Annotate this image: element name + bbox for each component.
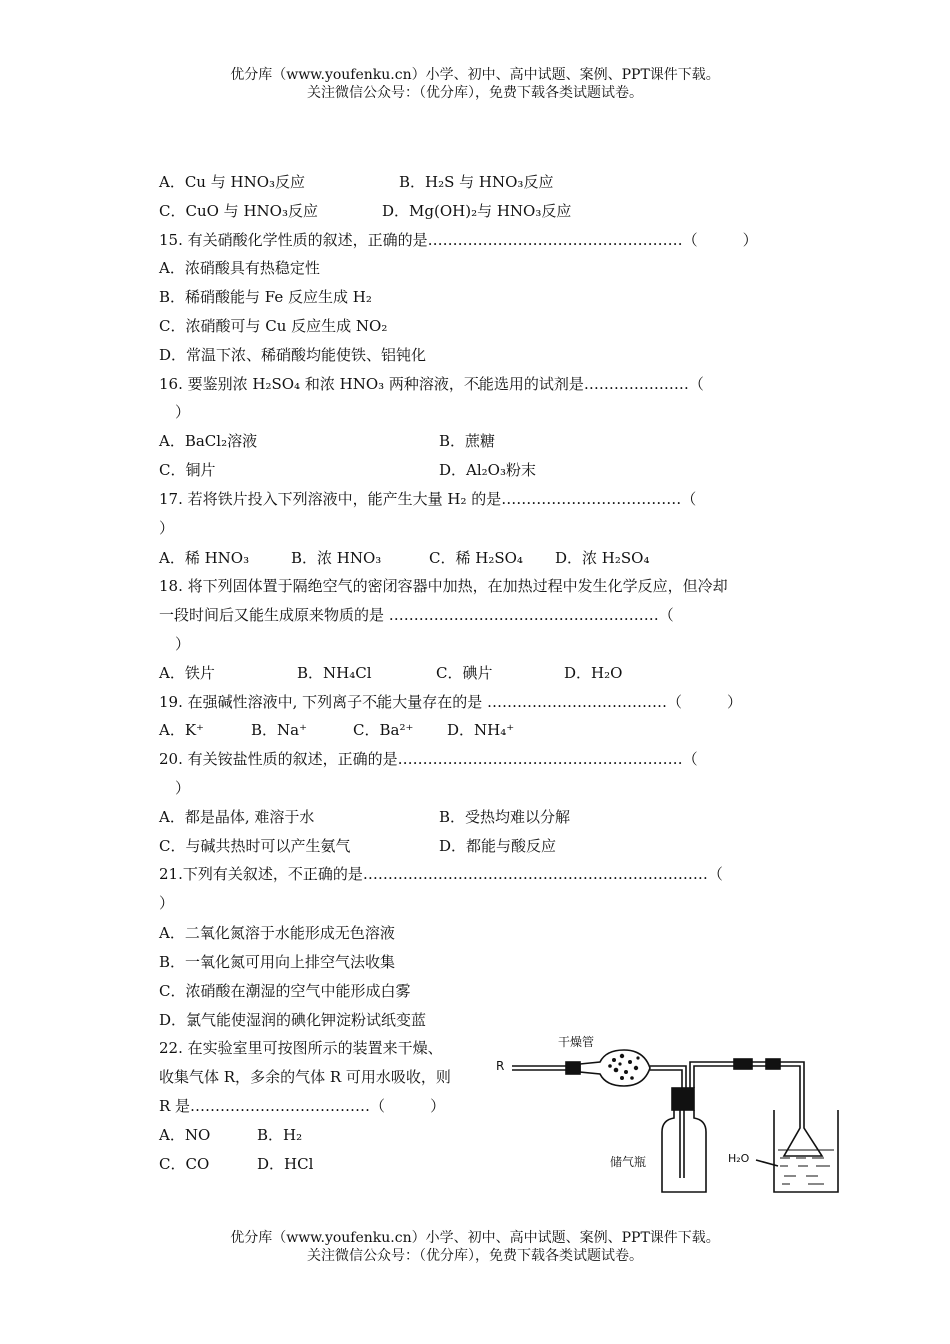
q17-options-row bbox=[159, 544, 791, 573]
q16-stem-pre: 16. 要鉴别浓 H₂SO₄ 和浓 HNO₃ 两种溶液， bbox=[159, 374, 464, 393]
q22-option-c: C．CO bbox=[159, 1154, 210, 1173]
q20-stem: 20. 有关铵盐性质的叙述，正确的是…………………………………………………（ bbox=[159, 750, 698, 769]
q21-close-paren: ） bbox=[159, 894, 175, 913]
q16-option-c: C．铜片 bbox=[159, 460, 216, 479]
q16-emphasis: 不能 bbox=[463, 374, 494, 393]
q16-options-row-2 bbox=[159, 456, 791, 485]
q18-option-a: A．铁片 bbox=[159, 663, 215, 682]
page-header bbox=[0, 66, 950, 102]
q19-options-row bbox=[159, 716, 791, 745]
q18-stem-line-2: 一段时间后又能生成原来物质的是 ………………………………………………（ bbox=[159, 606, 674, 625]
q20-options-row-2 bbox=[159, 832, 791, 861]
q22-option-b: B．H₂ bbox=[257, 1125, 303, 1144]
funnel-icon bbox=[784, 1070, 822, 1156]
q14-options-row-1 bbox=[159, 168, 791, 197]
q19-stem bbox=[159, 688, 791, 717]
footer-line-1: 优分库（www.youfenku.cn）小学、初中、高中试题、案例、PPT课件下载。 bbox=[230, 1230, 720, 1246]
q14-option-d: D．Mg(OH)₂与 HNO₃反应 bbox=[382, 201, 572, 220]
q22-option-a: A．NO bbox=[159, 1125, 211, 1144]
page-footer bbox=[0, 1229, 950, 1265]
label-drying-tube: 干燥管 bbox=[558, 1035, 595, 1049]
q14-option-a: A．Cu 与 HNO₃反应 bbox=[159, 173, 306, 191]
q18-option-b: B．NH₄Cl bbox=[297, 663, 372, 682]
bottle-stopper bbox=[672, 1088, 694, 1110]
q14-options-row-2 bbox=[159, 197, 791, 226]
header-line-2: 关注微信公众号：（优分库），免费下载各类试题试卷。 bbox=[307, 85, 643, 101]
q22-stem-line-3: R 是………………………………（ ） bbox=[159, 1096, 446, 1115]
q15-option-b: B．稀硝酸能与 Fe 反应生成 H₂ bbox=[159, 288, 372, 307]
q22-option-d: D．HCl bbox=[257, 1154, 314, 1173]
inlet-stopper bbox=[566, 1062, 580, 1074]
label-storage-bottle: 储气瓶 bbox=[610, 1155, 647, 1169]
question-body bbox=[159, 168, 791, 1178]
q16-close-paren: ） bbox=[175, 403, 191, 422]
q19-stem-post: 大量存在的是 ………………………………（ ） bbox=[392, 692, 742, 711]
q16-stem bbox=[159, 370, 791, 399]
q22-stem-line-1: 22. 在实验室里可按图所示的装置来干燥、 bbox=[159, 1039, 443, 1058]
q22-stem-line-2: 收集气体 R，多余的气体 R 可用水吸收，则 bbox=[159, 1068, 451, 1087]
q20-option-d: D．都能与酸反应 bbox=[439, 836, 557, 855]
q18-option-d: D．H₂O bbox=[564, 663, 623, 682]
q21-option-d: D．氯气能使湿润的碘化钾淀粉试纸变蓝 bbox=[159, 1010, 427, 1029]
label-water: H₂O bbox=[728, 1152, 750, 1165]
q18-option-c: C．碘片 bbox=[436, 663, 493, 682]
q15-option-d: D．常温下浓、稀硝酸均能使铁、铝钝化 bbox=[159, 345, 427, 364]
q21-option-a: A．二氧化氮溶于水能形成无色溶液 bbox=[159, 924, 395, 943]
q18-close-paren: ） bbox=[175, 634, 191, 653]
q20-close-paren: ） bbox=[175, 778, 191, 797]
q21-stem-pre: 21.下列有关叙述， bbox=[159, 865, 288, 884]
q15-option-a: A．浓硝酸具有热稳定性 bbox=[159, 259, 320, 278]
q15-stem: 15. 有关硝酸化学性质的叙述，正确的是……………………………………………（ ） bbox=[159, 230, 758, 249]
q18-options-row bbox=[159, 659, 791, 688]
q17-option-d: D．浓 H₂SO₄ bbox=[555, 548, 650, 567]
q14-option-c: C．CuO 与 HNO₃反应 bbox=[159, 201, 318, 220]
q16-option-d: D．Al₂O₃粉末 bbox=[439, 460, 536, 479]
q17-option-c: C．稀 H₂SO₄ bbox=[429, 548, 523, 567]
q16-options-row-1 bbox=[159, 427, 791, 456]
q19-option-c: C．Ba²⁺ bbox=[353, 721, 414, 740]
q14-option-b: B．H₂S 与 HNO₃反应 bbox=[399, 173, 554, 191]
header-line-1: 优分库（www.youfenku.cn）小学、初中、高中试题、案例、PPT课件下载。 bbox=[230, 67, 720, 83]
q20-options-row-1 bbox=[159, 803, 791, 832]
q20-option-a: A．都是晶体, 难溶于水 bbox=[159, 807, 315, 826]
label-r: R bbox=[496, 1059, 505, 1073]
q19-option-d: D．NH₄⁺ bbox=[447, 721, 515, 740]
q20-option-b: B．受热均难以分解 bbox=[439, 807, 571, 826]
q15-option-c: C．浓硝酸可与 Cu 反应生成 NO₂ bbox=[159, 316, 388, 335]
water-surface bbox=[778, 1150, 834, 1184]
q16-option-b: B．蔗糖 bbox=[439, 432, 496, 451]
q16-option-a: A．BaCl₂溶液 bbox=[159, 432, 258, 451]
q19-stem-pre: 19. 在强碱性溶液中, 下列离子 bbox=[159, 692, 363, 711]
q21-stem bbox=[159, 860, 791, 889]
q21-option-c: C．浓硝酸在潮湿的空气中能形成白雾 bbox=[159, 981, 411, 1000]
q17-option-b: B．浓 HNO₃ bbox=[291, 548, 382, 567]
q19-emphasis: 不能 bbox=[362, 692, 393, 711]
q16-stem-post: 选用的试剂是…………………（ bbox=[493, 374, 704, 393]
q19-option-b: B．Na⁺ bbox=[251, 721, 308, 740]
q19-option-a: A．K⁺ bbox=[159, 721, 204, 740]
q17-close-paren: ） bbox=[159, 518, 175, 537]
q21-emphasis: 不正确 bbox=[287, 865, 333, 884]
q17-stem: 17. 若将铁片投入下列溶液中，能产生大量 H₂ 的是………………………………（ bbox=[159, 489, 697, 508]
q21-stem-post: 的是……………………………………………………………（ bbox=[332, 865, 723, 884]
q17-option-a: A．稀 HNO₃ bbox=[159, 548, 250, 567]
q21-option-b: B．一氧化氮可用向上排空气法收集 bbox=[159, 952, 396, 971]
q20-option-c: C．与碱共热时可以产生氨气 bbox=[159, 836, 351, 855]
beaker-icon bbox=[774, 1110, 838, 1192]
apparatus-diagram bbox=[494, 1028, 844, 1198]
q18-stem-line-1: 18. 将下列固体置于隔绝空气的密闭容器中加热，在加热过程中发生化学反应，但冷却 bbox=[159, 577, 728, 596]
footer-line-2: 关注微信公众号：（优分库），免费下载各类试题试卷。 bbox=[307, 1248, 643, 1264]
